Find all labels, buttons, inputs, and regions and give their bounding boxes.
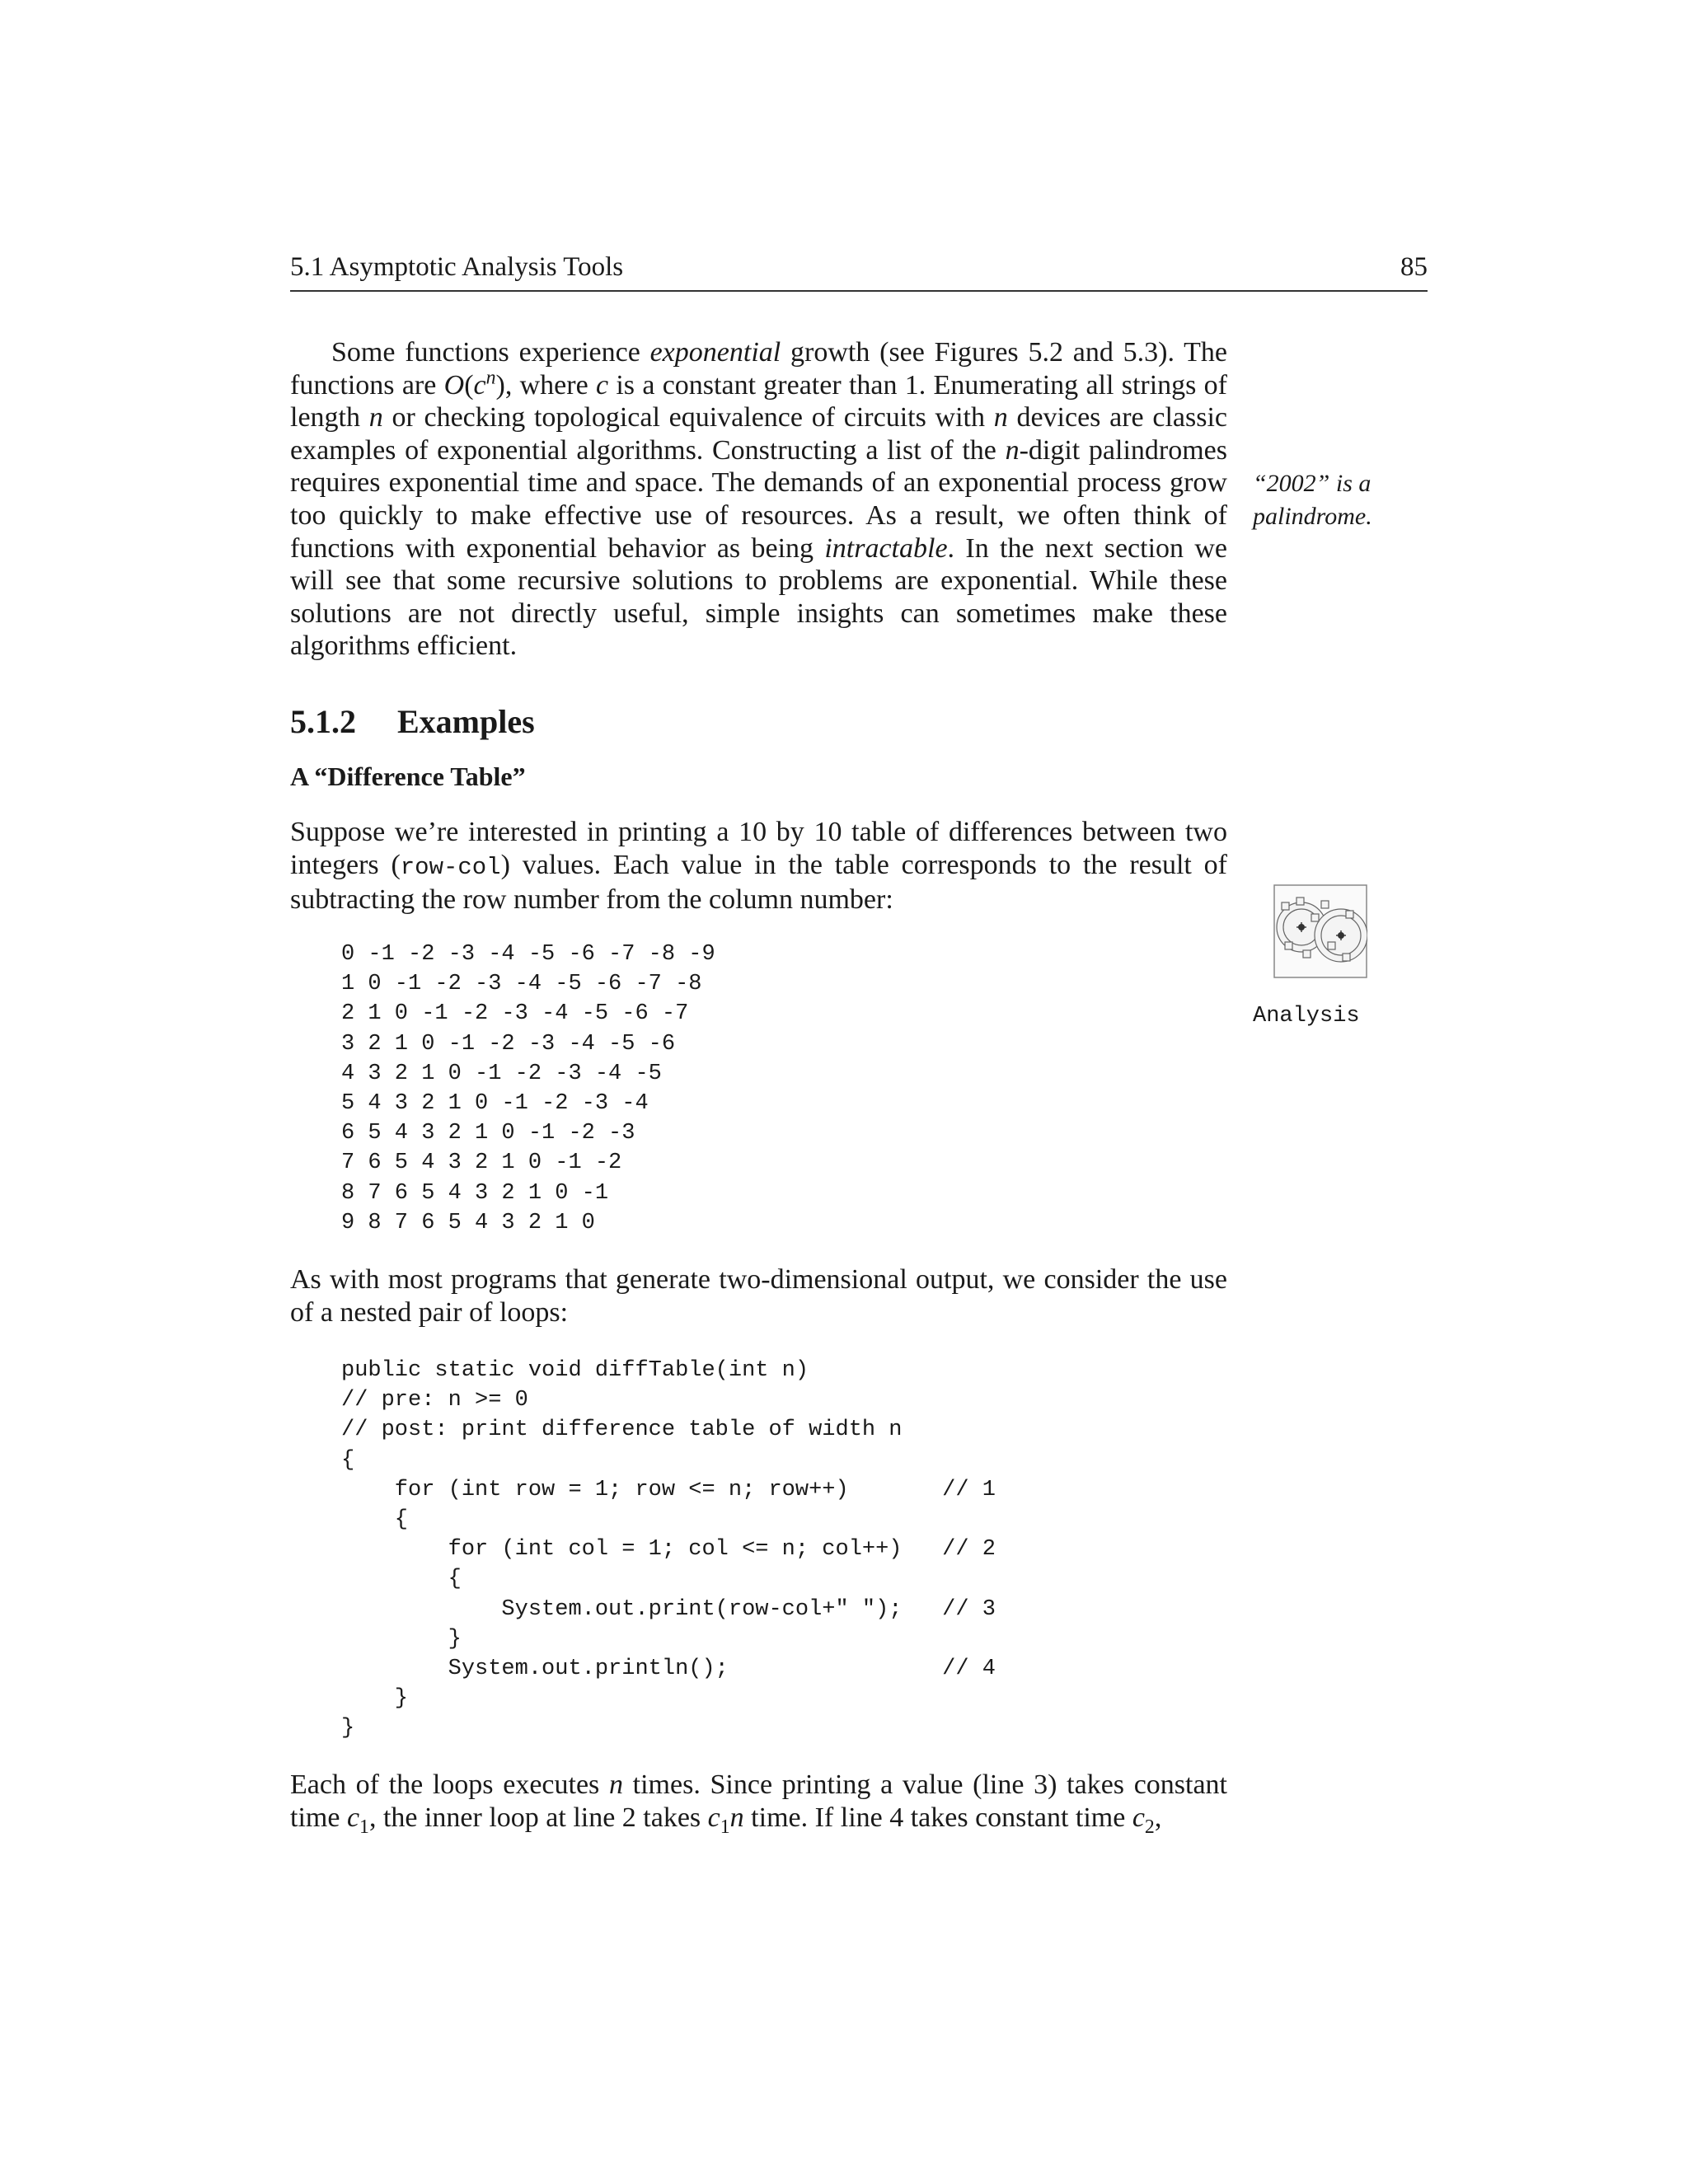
emphasis-intractable: intractable xyxy=(824,532,948,564)
subheading-difference-table: A “Difference Table” xyxy=(290,762,526,791)
code-line: System.out.println(); // 4 xyxy=(341,1656,996,1681)
table-row: 2 1 0 -1 -2 -3 -4 -5 -6 -7 xyxy=(341,1001,689,1027)
margin-icon-label: Analysis xyxy=(1253,1004,1360,1029)
nested-loops-paragraph: As with most programs that generate two-dimensional output, we consider the use of a nested pair of loops: xyxy=(290,1264,1227,1328)
table-row: 5 4 3 2 1 0 -1 -2 -3 -4 xyxy=(341,1090,649,1116)
code-line: // post: print difference table of width n xyxy=(341,1418,903,1443)
running-head xyxy=(290,252,1428,292)
emphasis-exponential: exponential xyxy=(649,337,781,368)
suppose-paragraph: Suppose we’re interested in printing a 10 by 10 table of differences between two integers (row-col) values. Each value in the table corresponds to the result of subtracting the row number from the column number: xyxy=(290,817,1227,916)
difference-table xyxy=(341,940,715,1238)
inline-code-row-col: row-col xyxy=(400,853,501,881)
table-row: 9 8 7 6 5 4 3 2 1 0 xyxy=(341,1210,595,1235)
closing-paragraph: Each of the loops executes n times. Since printing a value (line 3) takes constant time $c_1$, the inner loop at line 2 takes $c_1n$ time. If line 4 takes constant time $c_2$, xyxy=(290,1769,1228,1838)
subsection-heading: 5.1.2 Examples xyxy=(290,703,535,740)
table-row: 1 0 -1 -2 -3 -4 -5 -6 -7 -8 xyxy=(341,972,702,997)
table-row: 6 5 4 3 2 1 0 -1 -2 -3 xyxy=(341,1121,635,1146)
code-line: for (int col = 1; col <= n; col++) // 2 xyxy=(341,1537,996,1563)
code-line: for (int row = 1; row <= n; row++) // 1 xyxy=(341,1477,996,1502)
table-row: 7 6 5 4 3 2 1 0 -1 -2 xyxy=(341,1151,622,1176)
table-row: 3 2 1 0 -1 -2 -3 -4 -5 -6 xyxy=(341,1031,676,1057)
code-line: // pre: n >= 0 xyxy=(341,1388,528,1413)
running-head-section: 5.1 Asymptotic Analysis Tools xyxy=(290,252,624,282)
gears-icon xyxy=(1273,884,1367,978)
code-line: { xyxy=(341,1567,462,1592)
code-listing xyxy=(341,1356,996,1743)
table-row: 8 7 6 5 4 3 2 1 0 -1 xyxy=(341,1180,609,1206)
code-line: System.out.print(row-col+" "); // 3 xyxy=(341,1596,996,1622)
page-number: 85 xyxy=(1400,252,1428,282)
table-row: 4 3 2 1 0 -1 -2 -3 -4 -5 xyxy=(341,1061,662,1086)
code-line: } xyxy=(341,1716,355,1741)
code-line: public static void diffTable(int n) xyxy=(341,1358,809,1383)
math-big-o: $O(c^n)$ xyxy=(443,367,505,401)
code-line: { xyxy=(341,1447,355,1473)
code-line: } xyxy=(341,1626,462,1652)
code-line: { xyxy=(341,1507,409,1532)
code-line: } xyxy=(341,1686,409,1712)
table-row: 0 -1 -2 -3 -4 -5 -6 -7 -8 -9 xyxy=(341,942,715,967)
margin-note-palindrome: “2002” is a palindrome. xyxy=(1253,470,1372,530)
intro-paragraph: Some functions experience exponential growth (see Figures 5.2 and 5.3). The functions are $O(c^n)$, where c is a constant greater than 1. Enumerating all strings of length n or checking topological equivalence of circuits with n devices are classic examples of exponential algorithms. Constructing a list of the n-digit palindromes requires exponential time and space. The demands of an exponential process grow too quickly to make effective use of resources. As a result, we often think of functions with exponential behavior as being intractable. In the next section we will see that some recursive solutions to problems are exponential. While these solutions are not directly useful, simple insights can sometimes make these algorithms efficient. xyxy=(290,337,1228,662)
